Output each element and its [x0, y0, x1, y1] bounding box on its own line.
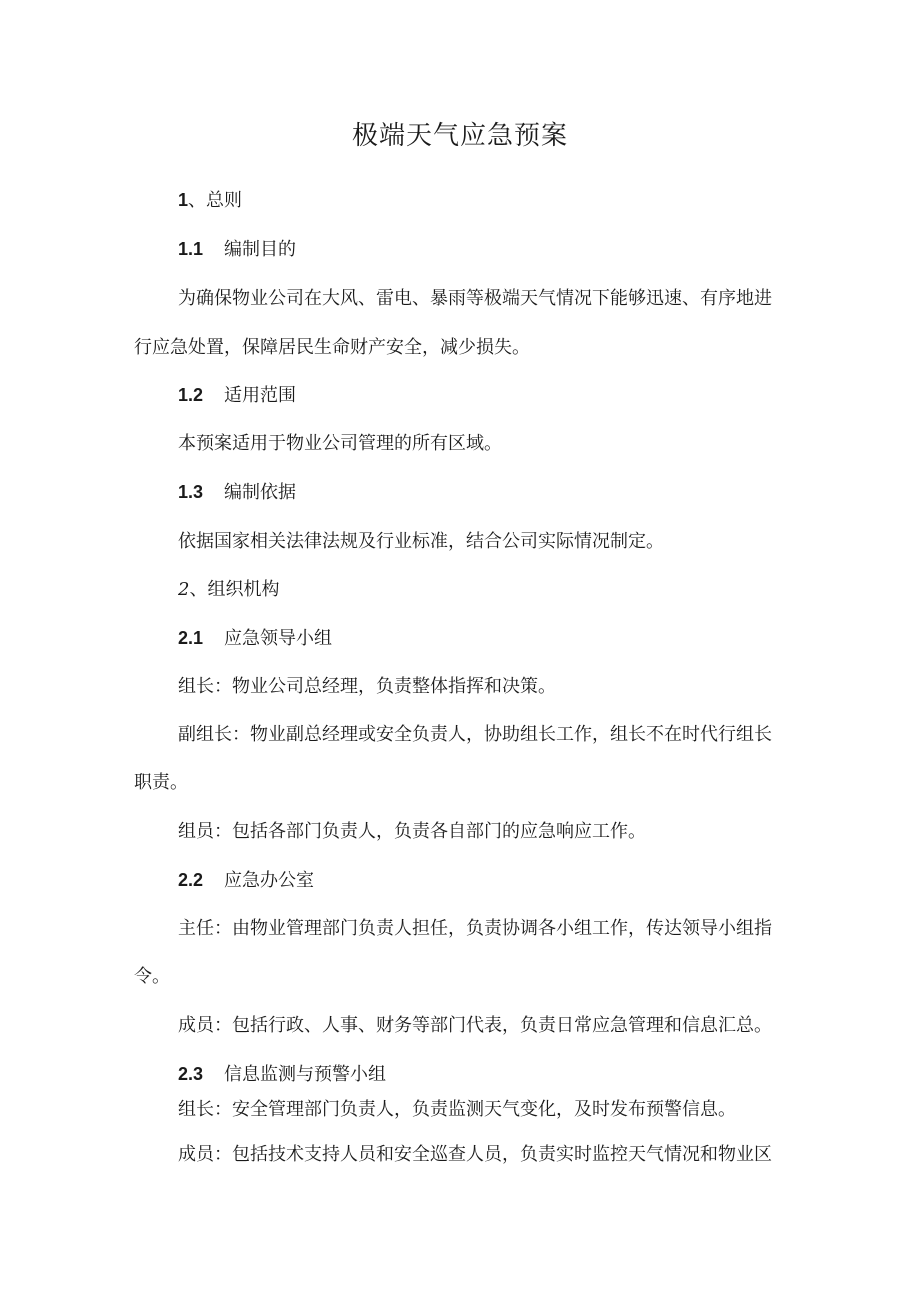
- subsection-title: 信息监测与预警小组: [224, 1064, 386, 1085]
- section-heading-1: [178, 186, 838, 215]
- paragraph-line: 行应急处置，保障居民生命财产安全，减少损失。: [134, 337, 530, 358]
- section-title: 、组织机构: [189, 579, 280, 600]
- paragraph-line: 为确保物业公司在大风、雷电、暴雨等极端天气情况下能够迅速、有序地进: [178, 288, 772, 309]
- subsection-number: 2.1: [178, 628, 204, 648]
- subsection-title: 应急领导小组: [224, 628, 332, 649]
- section-number: 1: [178, 190, 189, 210]
- section-title: 、总则: [188, 190, 243, 211]
- paragraph-line: 令。: [134, 966, 170, 987]
- paragraph-line: 成员：包括技术支持人员和安全巡查人员，负责实时监控天气情况和物业区: [178, 1144, 772, 1165]
- subsection-heading-2-1: [178, 624, 838, 653]
- subsection-title: 编制依据: [224, 482, 296, 503]
- subsection-title: 适用范围: [224, 385, 296, 406]
- paragraph-line: 本预案适用于物业公司管理的所有区域。: [178, 433, 502, 454]
- subsection-number: 2.2: [178, 870, 204, 890]
- subsection-heading-2-2: [178, 866, 838, 895]
- subsection-title: 应急办公室: [224, 870, 314, 891]
- document-title: 极端天气应急预案: [351, 121, 568, 151]
- subsection-title: 编制目的: [224, 239, 296, 260]
- paragraph-line: 组长：物业公司总经理，负责整体指挥和决策。: [178, 676, 556, 697]
- subsection-heading-1-3: [178, 478, 838, 507]
- paragraph-line: 组长：安全管理部门负责人，负责监测天气变化，及时发布预警信息。: [178, 1099, 736, 1120]
- subsection-heading-1-2: [178, 381, 838, 410]
- paragraph-line: 依据国家相关法律法规及行业标准，结合公司实际情况制定。: [178, 531, 664, 552]
- subsection-number: 1.3: [178, 482, 204, 502]
- subsection-heading-2-3: [178, 1060, 838, 1089]
- paragraph-line: 副组长：物业副总经理或安全负责人，协助组长工作，组长不在时代行组长: [178, 724, 772, 745]
- subsection-number: 2.3: [178, 1064, 204, 1084]
- subsection-number: 1.2: [178, 385, 204, 405]
- subsection-number: 1.1: [178, 239, 204, 259]
- section-number: 2: [178, 579, 190, 600]
- paragraph-line: 组员：包括各部门负责人，负责各自部门的应急响应工作。: [178, 821, 646, 842]
- subsection-heading-1-1: [178, 235, 838, 264]
- paragraph-line: 职责。: [134, 772, 188, 793]
- paragraph-line: 主任：由物业管理部门负责人担任，负责协调各小组工作，传达领导小组指: [178, 918, 772, 939]
- section-heading-2: [178, 576, 838, 604]
- paragraph-line: 成员：包括行政、人事、财务等部门代表，负责日常应急管理和信息汇总。: [178, 1015, 772, 1036]
